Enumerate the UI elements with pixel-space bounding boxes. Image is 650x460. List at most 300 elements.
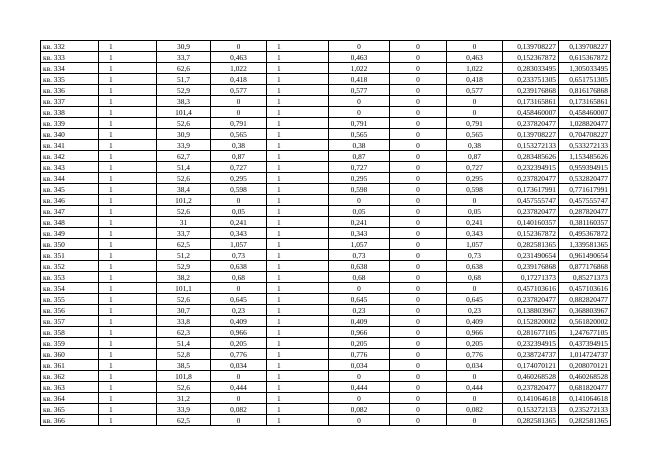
area-cell: 62,5 xyxy=(157,415,211,426)
share-cell: 0,140160357 xyxy=(503,217,559,228)
share-cell: 0,153272133 xyxy=(503,404,559,415)
share-cell: 0,237820477 xyxy=(503,206,559,217)
value-a-cell: 0,966 xyxy=(211,327,267,338)
total-cell: 0,85271373 xyxy=(559,272,611,283)
apartment-cell: кв. 340 xyxy=(41,129,99,140)
value-c-cell: 0 xyxy=(390,338,447,349)
apartment-cell: кв. 335 xyxy=(41,74,99,85)
value-a-cell: 0,776 xyxy=(211,349,267,360)
value-c-cell: 0 xyxy=(390,228,447,239)
total-cell: 0,287820477 xyxy=(559,206,611,217)
count-cell: 1 xyxy=(99,316,157,327)
value-d-cell: 1,057 xyxy=(447,239,503,250)
count-cell: 1 xyxy=(99,272,157,283)
share-cell: 0,237820477 xyxy=(503,118,559,129)
value-b-cell: 0 xyxy=(329,107,390,118)
value-d-cell: 0 xyxy=(447,41,503,52)
apartment-cell: кв. 345 xyxy=(41,184,99,195)
apartment-cell: кв. 339 xyxy=(41,118,99,129)
coef-cell: 1 xyxy=(267,96,329,107)
area-cell: 38,5 xyxy=(157,360,211,371)
share-cell: 0,282581365 xyxy=(503,239,559,250)
table-row xyxy=(41,195,611,206)
table-row xyxy=(41,393,611,404)
table-row xyxy=(41,261,611,272)
share-cell: 0,460268528 xyxy=(503,371,559,382)
share-cell: 0,458460007 xyxy=(503,107,559,118)
count-cell: 1 xyxy=(99,228,157,239)
value-b-cell: 0,73 xyxy=(329,250,390,261)
value-a-cell: 1,022 xyxy=(211,63,267,74)
value-a-cell: 0,034 xyxy=(211,360,267,371)
total-cell: 0,771617991 xyxy=(559,184,611,195)
value-d-cell: 0,966 xyxy=(447,327,503,338)
value-b-cell: 1,057 xyxy=(329,239,390,250)
value-c-cell: 0 xyxy=(390,404,447,415)
value-c-cell: 0 xyxy=(390,107,447,118)
value-c-cell: 0 xyxy=(390,96,447,107)
apartment-cell: кв. 336 xyxy=(41,85,99,96)
coef-cell: 1 xyxy=(267,118,329,129)
table-row xyxy=(41,118,611,129)
value-a-cell: 0 xyxy=(211,107,267,118)
apartment-cell: кв. 332 xyxy=(41,41,99,52)
value-b-cell: 0,23 xyxy=(329,305,390,316)
count-cell: 1 xyxy=(99,305,157,316)
value-b-cell: 1,022 xyxy=(329,63,390,74)
value-b-cell: 0,05 xyxy=(329,206,390,217)
coef-cell: 1 xyxy=(267,206,329,217)
value-b-cell: 0,68 xyxy=(329,272,390,283)
area-cell: 51,4 xyxy=(157,162,211,173)
table-row xyxy=(41,228,611,239)
value-d-cell: 0,73 xyxy=(447,250,503,261)
value-d-cell: 0,241 xyxy=(447,217,503,228)
area-cell: 62,6 xyxy=(157,63,211,74)
area-cell: 38,2 xyxy=(157,272,211,283)
count-cell: 1 xyxy=(99,239,157,250)
value-d-cell: 0,23 xyxy=(447,305,503,316)
value-a-cell: 0,343 xyxy=(211,228,267,239)
value-c-cell: 0 xyxy=(390,140,447,151)
coef-cell: 1 xyxy=(267,272,329,283)
share-cell: 0,152367872 xyxy=(503,228,559,239)
total-cell: 0,437394915 xyxy=(559,338,611,349)
value-a-cell: 0,791 xyxy=(211,118,267,129)
count-cell: 1 xyxy=(99,382,157,393)
share-cell: 0,17271373 xyxy=(503,272,559,283)
value-d-cell: 0,05 xyxy=(447,206,503,217)
value-a-cell: 0,577 xyxy=(211,85,267,96)
table-row xyxy=(41,404,611,415)
value-b-cell: 0,409 xyxy=(329,316,390,327)
coef-cell: 1 xyxy=(267,41,329,52)
count-cell: 1 xyxy=(99,118,157,129)
total-cell: 1,153485626 xyxy=(559,151,611,162)
apartment-cell: кв. 333 xyxy=(41,52,99,63)
total-cell: 0,139708227 xyxy=(559,41,611,52)
value-c-cell: 0 xyxy=(390,415,447,426)
area-cell: 33,7 xyxy=(157,228,211,239)
value-c-cell: 0 xyxy=(390,63,447,74)
share-cell: 0,237820477 xyxy=(503,294,559,305)
value-a-cell: 0,241 xyxy=(211,217,267,228)
table-row xyxy=(41,305,611,316)
value-c-cell: 0 xyxy=(390,283,447,294)
share-cell: 0,282581365 xyxy=(503,415,559,426)
table-row xyxy=(41,382,611,393)
apartment-cell: кв. 337 xyxy=(41,96,99,107)
total-cell: 0,959394915 xyxy=(559,162,611,173)
value-a-cell: 0,565 xyxy=(211,129,267,140)
count-cell: 1 xyxy=(99,85,157,96)
value-c-cell: 0 xyxy=(390,393,447,404)
table-row xyxy=(41,129,611,140)
total-cell: 0,816176868 xyxy=(559,85,611,96)
value-b-cell: 0,645 xyxy=(329,294,390,305)
table-row xyxy=(41,96,611,107)
share-cell: 0,174070121 xyxy=(503,360,559,371)
coef-cell: 1 xyxy=(267,173,329,184)
apartment-cell: кв. 356 xyxy=(41,305,99,316)
value-b-cell: 0 xyxy=(329,415,390,426)
count-cell: 1 xyxy=(99,217,157,228)
value-a-cell: 0,73 xyxy=(211,250,267,261)
area-cell: 101,1 xyxy=(157,283,211,294)
value-c-cell: 0 xyxy=(390,217,447,228)
area-cell: 52,6 xyxy=(157,382,211,393)
count-cell: 1 xyxy=(99,261,157,272)
total-cell: 0,615367872 xyxy=(559,52,611,63)
table-row xyxy=(41,107,611,118)
count-cell: 1 xyxy=(99,96,157,107)
area-cell: 30,9 xyxy=(157,41,211,52)
apartment-data-table xyxy=(40,40,611,426)
value-c-cell: 0 xyxy=(390,272,447,283)
share-cell: 0,141064618 xyxy=(503,393,559,404)
value-c-cell: 0 xyxy=(390,305,447,316)
share-cell: 0,237820477 xyxy=(503,382,559,393)
share-cell: 0,153272133 xyxy=(503,140,559,151)
apartment-cell: кв. 334 xyxy=(41,63,99,74)
count-cell: 1 xyxy=(99,283,157,294)
share-cell: 0,152367872 xyxy=(503,52,559,63)
coef-cell: 1 xyxy=(267,316,329,327)
table-row xyxy=(41,206,611,217)
count-cell: 1 xyxy=(99,349,157,360)
value-a-cell: 0 xyxy=(211,371,267,382)
apartment-cell: кв. 359 xyxy=(41,338,99,349)
value-b-cell: 0 xyxy=(329,371,390,382)
value-d-cell: 0,791 xyxy=(447,118,503,129)
value-c-cell: 0 xyxy=(390,261,447,272)
value-b-cell: 0,38 xyxy=(329,140,390,151)
coef-cell: 1 xyxy=(267,382,329,393)
apartment-cell: кв. 351 xyxy=(41,250,99,261)
value-b-cell: 0,295 xyxy=(329,173,390,184)
total-cell: 0,877176868 xyxy=(559,261,611,272)
count-cell: 1 xyxy=(99,63,157,74)
value-c-cell: 0 xyxy=(390,129,447,140)
value-c-cell: 0 xyxy=(390,250,447,261)
count-cell: 1 xyxy=(99,162,157,173)
total-cell: 0,961490654 xyxy=(559,250,611,261)
value-c-cell: 0 xyxy=(390,151,447,162)
table-row xyxy=(41,250,611,261)
value-b-cell: 0,565 xyxy=(329,129,390,140)
area-cell: 30,9 xyxy=(157,129,211,140)
value-b-cell: 0 xyxy=(329,41,390,52)
value-c-cell: 0 xyxy=(390,294,447,305)
value-c-cell: 0 xyxy=(390,360,447,371)
share-cell: 0,139708227 xyxy=(503,129,559,140)
value-d-cell: 0 xyxy=(447,371,503,382)
share-cell: 0,457103616 xyxy=(503,283,559,294)
value-b-cell: 0,577 xyxy=(329,85,390,96)
share-cell: 0,173165861 xyxy=(503,96,559,107)
coef-cell: 1 xyxy=(267,74,329,85)
value-d-cell: 0,409 xyxy=(447,316,503,327)
apartment-cell: кв. 365 xyxy=(41,404,99,415)
share-cell: 0,457555747 xyxy=(503,195,559,206)
apartment-cell: кв. 361 xyxy=(41,360,99,371)
apartment-cell: кв. 364 xyxy=(41,393,99,404)
total-cell: 1,305033495 xyxy=(559,63,611,74)
total-cell: 0,141064618 xyxy=(559,393,611,404)
total-cell: 0,208070121 xyxy=(559,360,611,371)
value-d-cell: 0 xyxy=(447,195,503,206)
apartment-cell: кв. 348 xyxy=(41,217,99,228)
table-row xyxy=(41,173,611,184)
count-cell: 1 xyxy=(99,184,157,195)
area-cell: 33,8 xyxy=(157,316,211,327)
count-cell: 1 xyxy=(99,173,157,184)
share-cell: 0,283485626 xyxy=(503,151,559,162)
value-c-cell: 0 xyxy=(390,85,447,96)
total-cell: 0,681820477 xyxy=(559,382,611,393)
value-a-cell: 0,87 xyxy=(211,151,267,162)
value-b-cell: 0,776 xyxy=(329,349,390,360)
area-cell: 52,9 xyxy=(157,85,211,96)
coef-cell: 1 xyxy=(267,349,329,360)
value-d-cell: 0,343 xyxy=(447,228,503,239)
value-a-cell: 0,638 xyxy=(211,261,267,272)
value-d-cell: 0,082 xyxy=(447,404,503,415)
value-c-cell: 0 xyxy=(390,74,447,85)
value-b-cell: 0,034 xyxy=(329,360,390,371)
coef-cell: 1 xyxy=(267,162,329,173)
value-b-cell: 0 xyxy=(329,96,390,107)
apartment-cell: кв. 349 xyxy=(41,228,99,239)
total-cell: 0,532820477 xyxy=(559,173,611,184)
coef-cell: 1 xyxy=(267,151,329,162)
area-cell: 38,4 xyxy=(157,184,211,195)
area-cell: 52,6 xyxy=(157,294,211,305)
value-c-cell: 0 xyxy=(390,371,447,382)
value-d-cell: 0 xyxy=(447,107,503,118)
count-cell: 1 xyxy=(99,74,157,85)
apartment-cell: кв. 341 xyxy=(41,140,99,151)
value-a-cell: 0,082 xyxy=(211,404,267,415)
total-cell: 0,882820477 xyxy=(559,294,611,305)
value-d-cell: 0,38 xyxy=(447,140,503,151)
apartment-cell: кв. 363 xyxy=(41,382,99,393)
count-cell: 1 xyxy=(99,371,157,382)
value-d-cell: 0,638 xyxy=(447,261,503,272)
value-a-cell: 0 xyxy=(211,195,267,206)
count-cell: 1 xyxy=(99,294,157,305)
total-cell: 0,533272133 xyxy=(559,140,611,151)
value-a-cell: 0,409 xyxy=(211,316,267,327)
coef-cell: 1 xyxy=(267,305,329,316)
total-cell: 0,381160357 xyxy=(559,217,611,228)
value-d-cell: 0,565 xyxy=(447,129,503,140)
coef-cell: 1 xyxy=(267,129,329,140)
value-c-cell: 0 xyxy=(390,162,447,173)
table-row xyxy=(41,283,611,294)
value-d-cell: 0,205 xyxy=(447,338,503,349)
share-cell: 0,231490654 xyxy=(503,250,559,261)
coef-cell: 1 xyxy=(267,107,329,118)
total-cell: 1,014724737 xyxy=(559,349,611,360)
area-cell: 62,5 xyxy=(157,239,211,250)
value-d-cell: 0 xyxy=(447,283,503,294)
coef-cell: 1 xyxy=(267,404,329,415)
table-row xyxy=(41,272,611,283)
area-cell: 33,9 xyxy=(157,404,211,415)
coef-cell: 1 xyxy=(267,228,329,239)
share-cell: 0,139708227 xyxy=(503,41,559,52)
share-cell: 0,239176868 xyxy=(503,261,559,272)
value-c-cell: 0 xyxy=(390,52,447,63)
count-cell: 1 xyxy=(99,140,157,151)
value-b-cell: 0,87 xyxy=(329,151,390,162)
apartment-cell: кв. 362 xyxy=(41,371,99,382)
count-cell: 1 xyxy=(99,41,157,52)
coef-cell: 1 xyxy=(267,184,329,195)
coef-cell: 1 xyxy=(267,239,329,250)
value-c-cell: 0 xyxy=(390,239,447,250)
value-b-cell: 0,966 xyxy=(329,327,390,338)
value-a-cell: 0,68 xyxy=(211,272,267,283)
total-cell: 0,282581365 xyxy=(559,415,611,426)
area-cell: 62,7 xyxy=(157,151,211,162)
area-cell: 30,7 xyxy=(157,305,211,316)
coef-cell: 1 xyxy=(267,85,329,96)
value-b-cell: 0,444 xyxy=(329,382,390,393)
area-cell: 52,8 xyxy=(157,349,211,360)
value-c-cell: 0 xyxy=(390,382,447,393)
value-c-cell: 0 xyxy=(390,327,447,338)
value-d-cell: 0,645 xyxy=(447,294,503,305)
apartment-cell: кв. 354 xyxy=(41,283,99,294)
value-b-cell: 0,598 xyxy=(329,184,390,195)
coef-cell: 1 xyxy=(267,371,329,382)
count-cell: 1 xyxy=(99,52,157,63)
total-cell: 1,247677105 xyxy=(559,327,611,338)
share-cell: 0,237820477 xyxy=(503,173,559,184)
table-row xyxy=(41,415,611,426)
value-c-cell: 0 xyxy=(390,206,447,217)
count-cell: 1 xyxy=(99,195,157,206)
value-a-cell: 0,463 xyxy=(211,52,267,63)
coef-cell: 1 xyxy=(267,360,329,371)
total-cell: 0,704708227 xyxy=(559,129,611,140)
apartment-cell: кв. 360 xyxy=(41,349,99,360)
value-a-cell: 0,727 xyxy=(211,162,267,173)
value-d-cell: 0,444 xyxy=(447,382,503,393)
coef-cell: 1 xyxy=(267,338,329,349)
area-cell: 51,2 xyxy=(157,250,211,261)
value-a-cell: 0,23 xyxy=(211,305,267,316)
area-cell: 52,6 xyxy=(157,173,211,184)
coef-cell: 1 xyxy=(267,195,329,206)
value-a-cell: 0,05 xyxy=(211,206,267,217)
apartment-cell: кв. 342 xyxy=(41,151,99,162)
value-b-cell: 0,638 xyxy=(329,261,390,272)
value-b-cell: 0,463 xyxy=(329,52,390,63)
value-b-cell: 0,241 xyxy=(329,217,390,228)
table-row xyxy=(41,74,611,85)
count-cell: 1 xyxy=(99,327,157,338)
total-cell: 0,235272133 xyxy=(559,404,611,415)
apartment-cell: кв. 350 xyxy=(41,239,99,250)
share-cell: 0,152820002 xyxy=(503,316,559,327)
value-b-cell: 0,082 xyxy=(329,404,390,415)
count-cell: 1 xyxy=(99,404,157,415)
coef-cell: 1 xyxy=(267,52,329,63)
apartment-cell: кв. 357 xyxy=(41,316,99,327)
share-cell: 0,233751305 xyxy=(503,74,559,85)
apartment-cell: кв. 346 xyxy=(41,195,99,206)
table-row xyxy=(41,316,611,327)
share-cell: 0,238724737 xyxy=(503,349,559,360)
value-c-cell: 0 xyxy=(390,118,447,129)
table-row xyxy=(41,151,611,162)
value-a-cell: 0,205 xyxy=(211,338,267,349)
value-d-cell: 0 xyxy=(447,415,503,426)
value-c-cell: 0 xyxy=(390,316,447,327)
area-cell: 31,2 xyxy=(157,393,211,404)
value-d-cell: 0,87 xyxy=(447,151,503,162)
total-cell: 0,368803967 xyxy=(559,305,611,316)
coef-cell: 1 xyxy=(267,250,329,261)
share-cell: 0,232394915 xyxy=(503,162,559,173)
area-cell: 38,3 xyxy=(157,96,211,107)
apartment-cell: кв. 344 xyxy=(41,173,99,184)
area-cell: 52,6 xyxy=(157,206,211,217)
value-d-cell: 0 xyxy=(447,393,503,404)
share-cell: 0,281677105 xyxy=(503,327,559,338)
total-cell: 1,028820477 xyxy=(559,118,611,129)
apartment-cell: кв. 355 xyxy=(41,294,99,305)
count-cell: 1 xyxy=(99,250,157,261)
value-d-cell: 1,022 xyxy=(447,63,503,74)
count-cell: 1 xyxy=(99,206,157,217)
share-cell: 0,239176868 xyxy=(503,85,559,96)
share-cell: 0,138803967 xyxy=(503,305,559,316)
apartment-cell: кв. 347 xyxy=(41,206,99,217)
table-row xyxy=(41,85,611,96)
value-a-cell: 0 xyxy=(211,283,267,294)
value-b-cell: 0,343 xyxy=(329,228,390,239)
area-cell: 51,7 xyxy=(157,74,211,85)
apartment-cell: кв. 358 xyxy=(41,327,99,338)
share-cell: 0,232394915 xyxy=(503,338,559,349)
area-cell: 101,4 xyxy=(157,107,211,118)
coef-cell: 1 xyxy=(267,294,329,305)
value-a-cell: 0 xyxy=(211,415,267,426)
